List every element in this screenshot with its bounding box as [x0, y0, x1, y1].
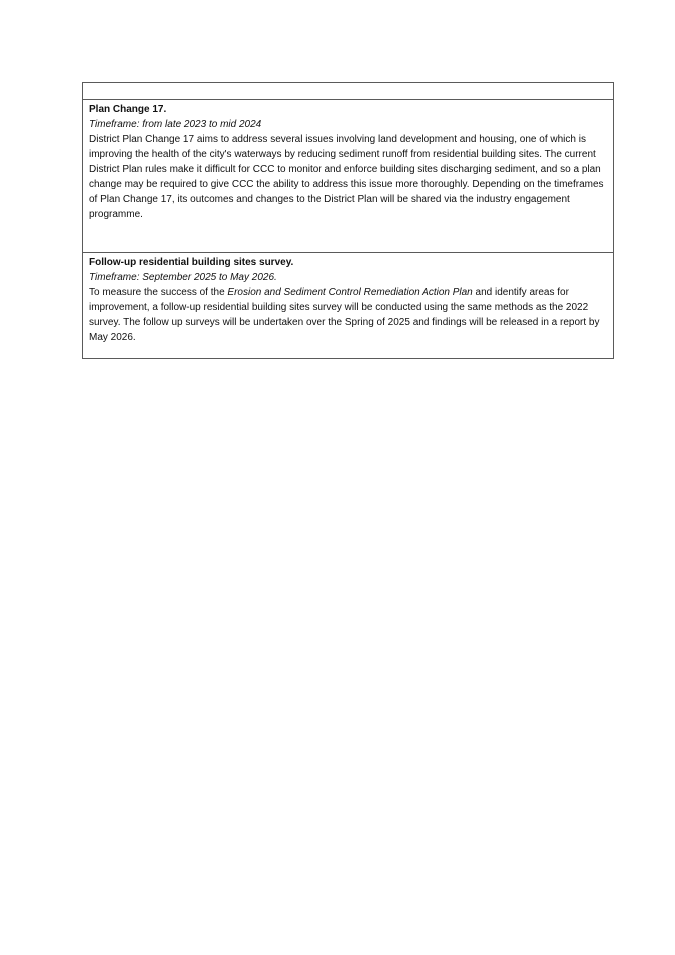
section-title: Plan Change 17.: [89, 104, 167, 115]
table-row: [83, 253, 614, 359]
body-text-start: To measure the success of the: [89, 287, 228, 298]
section-timeframe: Timeframe: September 2025 to May 2026.: [89, 272, 277, 283]
section-timeframe: Timeframe: from late 2023 to mid 2024: [89, 119, 262, 130]
empty-header-cell: [83, 83, 614, 100]
plan-change-cell: [83, 100, 614, 253]
table-header-row: [83, 83, 614, 100]
table-row: [83, 100, 614, 253]
section-body: District Plan Change 17 aims to address several issues involving land development and housing, one of which is improving the health of the city's waterways by reducing sediment runoff from residential building sites. The current District Plan rules make it difficult for CCC to monitor and enforce building sites discharging sediment, and so a plan change may be required to give CCC the ability to address this issue more thoroughly. Depending on the timeframes of Plan Change 17, its outcomes and changes to the District Plan will be shared via the industry engagement programme.: [89, 134, 604, 220]
body-text-end: and identify areas for improvement, a follow-up residential building sites survey will be conducted using the same methods as the 2022 survey. The follow up surveys will be undertaken over the Spring of 2025 and findings will be released in a report by May 2026.: [89, 287, 600, 343]
action-plan-table: [82, 82, 614, 359]
survey-cell: [83, 253, 614, 359]
section-title: Follow-up residential building sites survey.: [89, 257, 294, 268]
plan-name-emphasis: Erosion and Sediment Control Remediation Action Plan: [227, 287, 473, 298]
section-body: [89, 285, 607, 345]
